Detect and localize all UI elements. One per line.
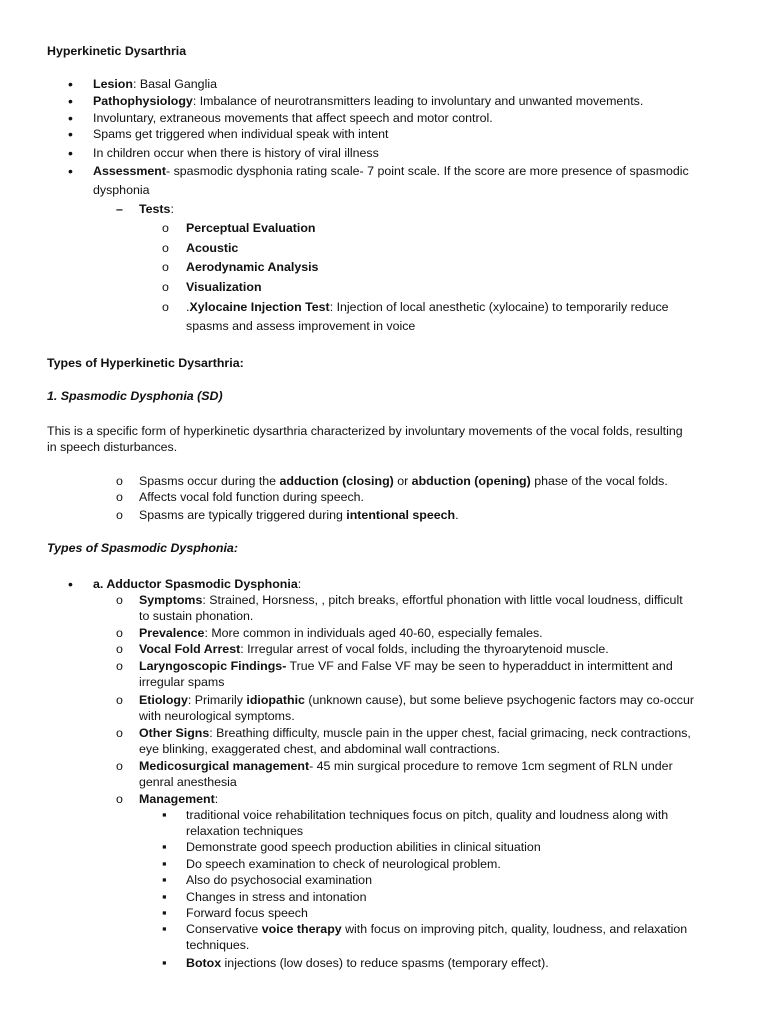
test-item-continuation: spasms and assess improvement in voice	[186, 319, 416, 333]
list-item: Spasms occur during the adduction (closing) or abduction (opening) phase of the vocal folds.	[139, 474, 668, 488]
section-heading: Types of Hyperkinetic Dysarthria:	[47, 356, 244, 370]
list-item-adductor: a. Adductor Spasmodic Dysphonia:	[93, 577, 302, 591]
paragraph-line: This is a specific form of hyperkinetic dysarthria characterized by involuntary movements of the vocal folds, resulting	[47, 424, 683, 438]
list-item-symptoms: Symptoms: Strained, Horsness, , pitch breaks, effortful phonation with little vocal loudness, difficult	[139, 593, 683, 607]
square-bullet-icon	[162, 839, 174, 856]
list-item-continuation: to sustain phonation.	[139, 609, 254, 623]
circle-bullet-icon	[116, 625, 128, 642]
bullet-icon	[68, 126, 80, 144]
list-item: Spams get triggered when individual speak with intent	[93, 127, 389, 141]
circle-bullet-icon	[116, 592, 128, 609]
management-item-continuation: techniques.	[186, 938, 250, 952]
bullet-icon	[68, 110, 80, 128]
circle-bullet-icon	[116, 507, 128, 524]
test-item: Perceptual Evaluation	[186, 221, 316, 235]
circle-bullet-icon	[116, 473, 128, 490]
management-item: Changes in stress and intonation	[186, 890, 367, 904]
square-bullet-icon	[162, 872, 174, 889]
subsection-heading: 1. Spasmodic Dysphonia (SD)	[47, 389, 223, 403]
test-item-xylocaine: .Xylocaine Injection Test: Injection of local anesthetic (xylocaine) to temporarily reduce	[186, 300, 669, 314]
circle-bullet-icon	[116, 758, 128, 775]
square-bullet-icon	[162, 856, 174, 873]
bullet-icon	[68, 163, 80, 181]
circle-bullet-icon	[116, 692, 128, 709]
tests-label: Tests:	[139, 202, 174, 216]
square-bullet-icon	[162, 889, 174, 906]
management-item: Forward focus speech	[186, 906, 308, 920]
circle-bullet-icon	[116, 658, 128, 675]
list-item-continuation: dysphonia	[93, 183, 150, 197]
circle-bullet-icon	[162, 299, 174, 316]
list-item-medicosurgical: Medicosurgical management- 45 min surgical procedure to remove 1cm segment of RLN under	[139, 759, 673, 773]
test-item: Visualization	[186, 280, 262, 294]
circle-bullet-icon	[162, 259, 174, 276]
list-item-prevalence: Prevalence: More common in individuals aged 40-60, especially females.	[139, 626, 543, 640]
management-item: traditional voice rehabilitation techniques focus on pitch, quality and loudness along with	[186, 808, 669, 822]
bullet-icon	[68, 145, 80, 163]
circle-bullet-icon	[116, 489, 128, 506]
square-bullet-icon	[162, 955, 174, 972]
bullet-icon	[68, 93, 80, 111]
circle-bullet-icon	[116, 791, 128, 808]
management-item: Do speech examination to check of neurological problem.	[186, 857, 501, 871]
circle-bullet-icon	[162, 240, 174, 257]
dash-icon	[116, 201, 128, 218]
square-bullet-icon	[162, 807, 174, 824]
document-title: Hyperkinetic Dysarthria	[47, 44, 187, 58]
bullet-icon	[68, 576, 80, 594]
management-item: Also do psychosocial examination	[186, 873, 372, 887]
list-item: Involuntary, extraneous movements that affect speech and motor control.	[93, 111, 493, 125]
square-bullet-icon	[162, 921, 174, 938]
test-item: Aerodynamic Analysis	[186, 260, 319, 274]
management-item: Demonstrate good speech production abilities in clinical situation	[186, 840, 541, 854]
list-item-vocal-fold-arrest: Vocal Fold Arrest: Irregular arrest of vocal folds, including the thyroarytenoid muscle.	[139, 642, 609, 656]
list-item: Affects vocal fold function during speech.	[139, 490, 365, 504]
list-item-management: Management:	[139, 792, 219, 806]
square-bullet-icon	[162, 905, 174, 922]
list-item-continuation: genral anesthesia	[139, 775, 237, 789]
management-item: Conservative voice therapy with focus on improving pitch, quality, loudness, and relaxation	[186, 922, 688, 936]
list-item-assessment: Assessment- spasmodic dysphonia rating scale- 7 point scale. If the score are more presence of spasmodic	[93, 164, 689, 178]
list-item-pathophysiology: Pathophysiology: Imbalance of neurotransmitters leading to involuntary and unwanted movements.	[93, 94, 644, 108]
list-item-other-signs: Other Signs: Breathing difficulty, muscle pain in the upper chest, facial grimacing, neck contractions,	[139, 726, 691, 740]
list-item-laryngoscopic: Laryngoscopic Findings- True VF and False VF may be seen to hyperadduct in intermittent and	[139, 659, 673, 673]
bullet-icon	[68, 76, 80, 94]
test-item: Acoustic	[186, 241, 239, 255]
management-item: Botox injections (low doses) to reduce spasms (temporary effect).	[186, 956, 549, 970]
list-item: In children occur when there is history of viral illness	[93, 146, 379, 160]
list-item-lesion: Lesion: Basal Ganglia	[93, 77, 217, 91]
circle-bullet-icon	[116, 725, 128, 742]
list-item: Spasms are typically triggered during intentional speech.	[139, 508, 459, 522]
management-item-continuation: relaxation techniques	[186, 824, 304, 838]
circle-bullet-icon	[116, 641, 128, 658]
paragraph-line: in speech disturbances.	[47, 440, 178, 454]
subsection-heading: Types of Spasmodic Dysphonia:	[47, 541, 238, 555]
list-item-continuation: eye blinking, exaggerated chest, and abdominal wall contractions.	[139, 742, 500, 756]
list-item-continuation: irregular spams	[139, 675, 225, 689]
list-item-etiology: Etiology: Primarily idiopathic (unknown cause), but some believe psychogenic factors may co-occur	[139, 693, 695, 707]
circle-bullet-icon	[162, 279, 174, 296]
circle-bullet-icon	[162, 220, 174, 237]
list-item-continuation: with neurological symptoms.	[139, 709, 295, 723]
